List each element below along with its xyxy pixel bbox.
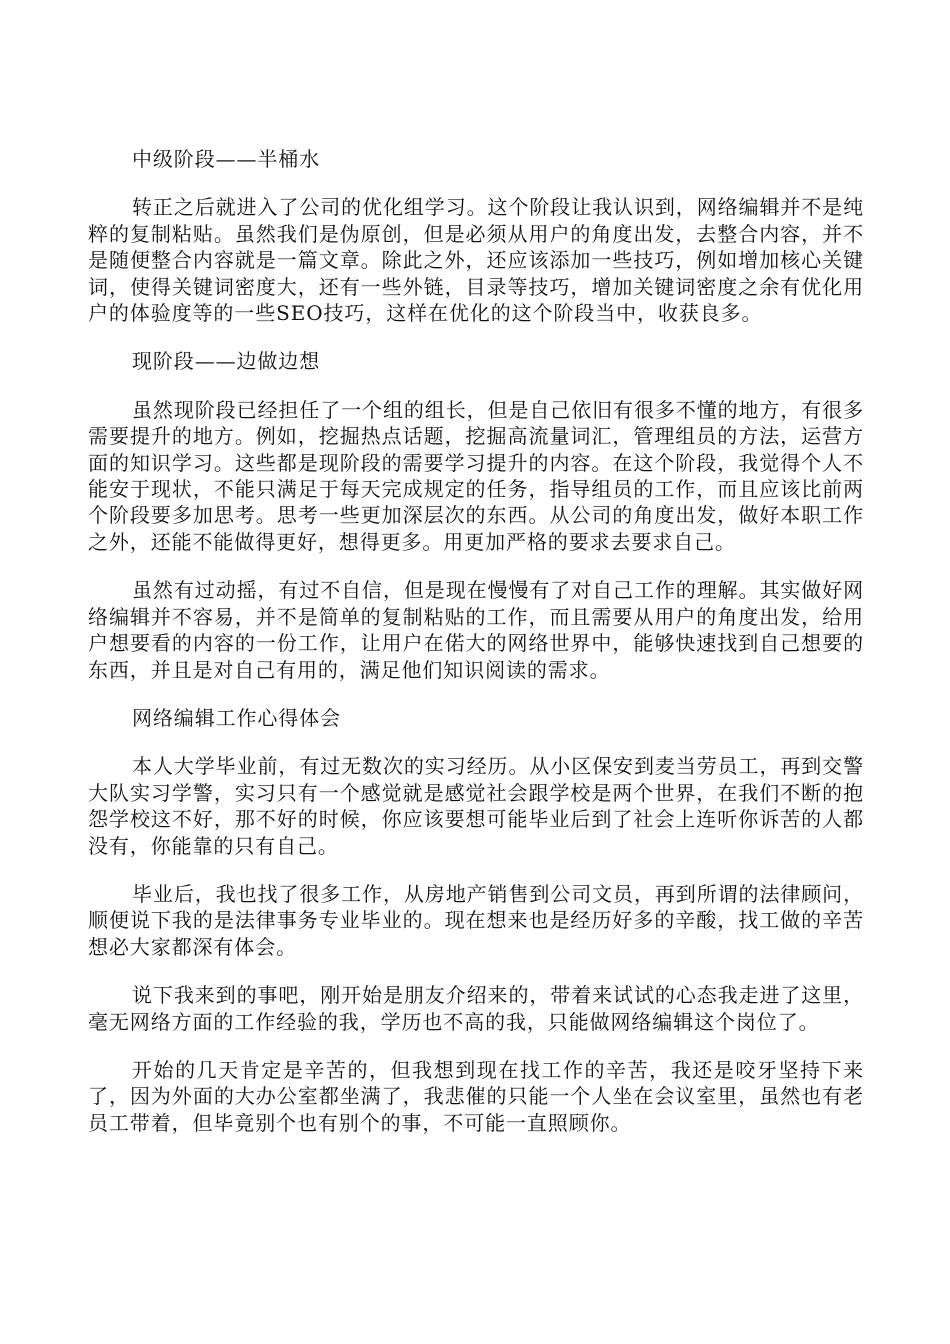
paragraph: 转正之后就进入了公司的优化组学习。这个阶段让我认识到，网络编辑并不是纯粹的复制粘贴。虽然我们是伪原创，但是必须从用户的角度出发，去整合内容，并不是随便整合内容就是一篇文章。除此之外，还应该添加一些技巧，例如增加核心关键词，使得关键词密度大，还有一些外链，目录等技巧，增加关键词密度之余有优化用户的体验度等的一些SEO技巧，这样在优化的这个阶段当中，收获良多。 [88, 195, 864, 326]
section-heading: 现阶段——边做边想 [132, 349, 321, 374]
paragraph: 说下我来到的事吧，刚开始是朋友介绍来的，带着来试试的心态我走进了这里，毫无网络方面的工作经验的我，学历也不高的我，只能做网络编辑这个岗位了。 [88, 983, 864, 1034]
section-work-experience [88, 705, 864, 1136]
paragraph: 开始的几天肯定是辛苦的，但我想到现在找工作的辛苦，我还是咬牙坚持下来了，因为外面的大办公室都坐满了，我悲催的只能一个人坐在会议室里，虽然也有老员工带着，但毕竟别个也有别个的事，不可能一直照顾你。 [88, 1057, 864, 1135]
section-current-stage [88, 348, 864, 682]
paragraph: 本人大学毕业前，有过无数次的实习经历。从小区保安到麦当劳员工，再到交警大队实习学警，实习只有一个感觉就是感觉社会跟学校是两个世界，在我们不断的抱怨学校这不好，那不好的时候，你应该要想可能毕业后到了社会上连听你诉苦的人都没有，你能靠的只有自己。 [88, 754, 864, 858]
section-heading: 中级阶段——半桶水 [132, 147, 321, 171]
section-heading: 网络编辑工作心得体会 [132, 705, 341, 730]
paragraph: 虽然有过动摇，有过不自信，但是现在慢慢有了对自己工作的理解。其实做好网络编辑并不容易，并不是简单的复制粘贴的工作，而且需要从用户的角度出发，给用户想要看的内容的一份工作，让用户在偌大的网络世界中，能够快速找到自己想要的东西，并且是对自己有用的，满足他们知识阅读的需求。 [88, 578, 864, 682]
document-page [88, 146, 864, 1158]
section-intermediate-stage [88, 146, 864, 326]
paragraph: 虽然现阶段已经担任了一个组的组长，但是自己依旧有很多不懂的地方，有很多需要提升的地方。例如，挖掘热点话题，挖掘高流量词汇，管理组员的方法，运营方面的知识学习。这些都是现阶段的需要学习提升的内容。在这个阶段，我觉得个人不能安于现状，不能只满足于每天完成规定的任务，指导组员的工作，而且应该比前两个阶段要多加思考。思考一些更加深层次的东西。从公司的角度出发，做好本职工作之外，还能不能做得更好，想得更多。用更加严格的要求去要求自己。 [88, 397, 864, 554]
paragraph: 毕业后，我也找了很多工作，从房地产销售到公司文员，再到所谓的法律顾问，顺便说下我的是法律事务专业毕业的。现在想来也是经历好多的辛酸，找工做的辛苦想必大家都深有体会。 [88, 881, 864, 959]
